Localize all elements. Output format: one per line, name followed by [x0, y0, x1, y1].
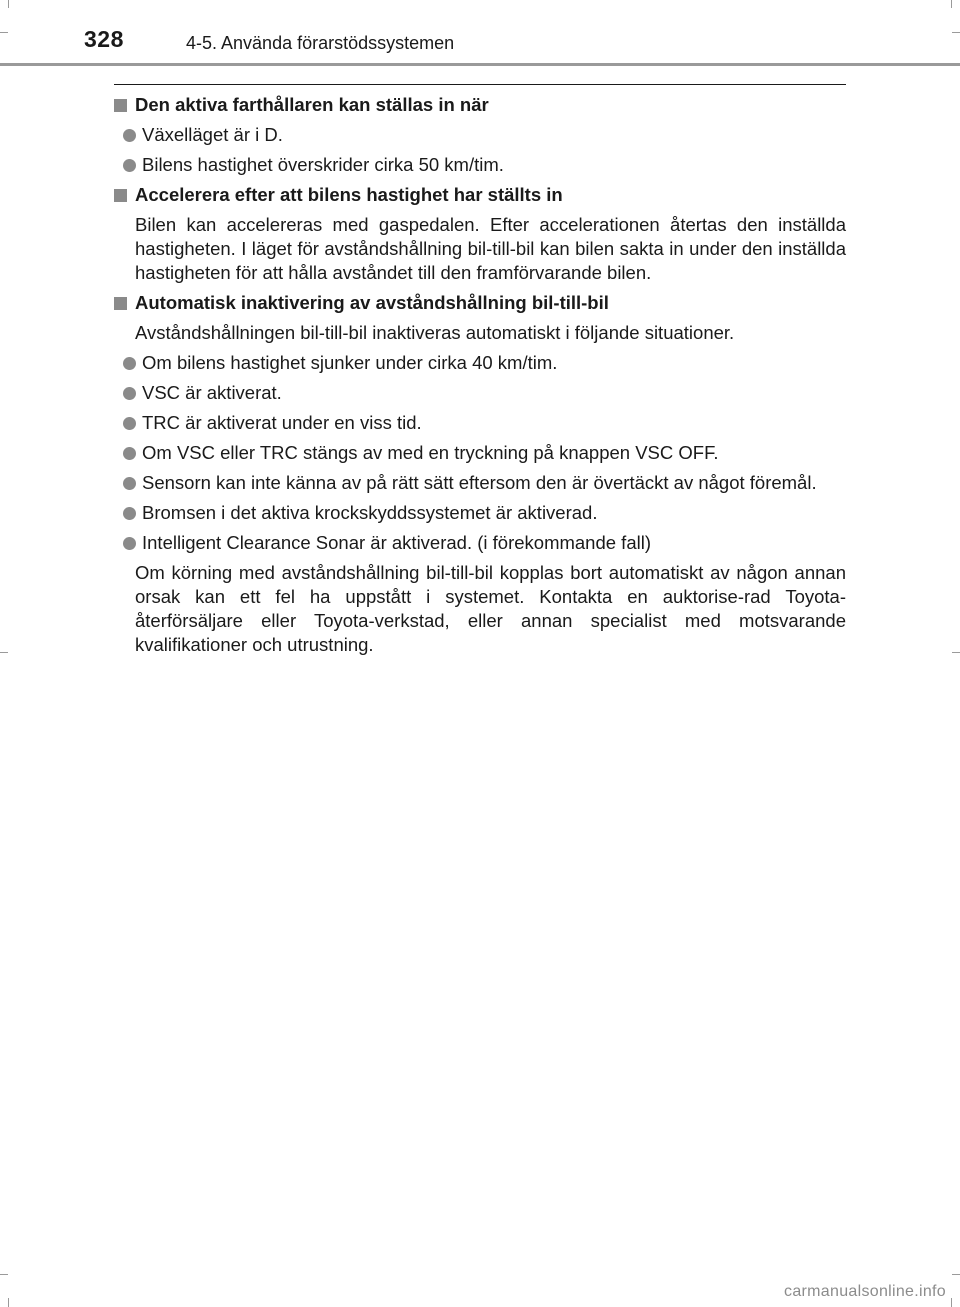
content-top-rule	[114, 84, 846, 85]
list-item	[114, 501, 846, 525]
list-item-text: Bromsen i det aktiva krockskyddssystemet är aktiverad.	[142, 502, 598, 523]
section-heading	[114, 291, 846, 315]
crop-mark	[0, 652, 8, 653]
list-item-text: Intelligent Clearance Sonar är aktiverad. (i förekommande fall)	[142, 532, 651, 553]
list-item	[114, 153, 846, 177]
section-heading-text: Accelerera efter att bilens hastighet har ställts in	[135, 184, 563, 205]
circle-bullet-icon	[123, 357, 136, 370]
page-number: 328	[84, 26, 124, 52]
list-item	[114, 123, 846, 147]
page-header	[0, 0, 960, 70]
list-item	[114, 441, 846, 465]
page-content	[114, 93, 846, 663]
crop-mark	[952, 1274, 960, 1275]
square-bullet-icon	[114, 99, 127, 112]
circle-bullet-icon	[123, 159, 136, 172]
circle-bullet-icon	[123, 129, 136, 142]
list-item-text: Sensorn kan inte känna av på rätt sätt eftersom den är övertäckt av något föremål.	[142, 472, 817, 493]
closing-paragraph: Om körning med avståndshållning bil-till-bil kopplas bort automatiskt av någon annan orsak kan ett fel ha uppstått i systemet. Kontakta en auktorise-rad Toyota-återförsäljare eller Toyota-verkstad, eller annan specialist med motsvarande kvalifikationer och utrustning.	[135, 562, 846, 655]
list-item-text: Växelläget är i D.	[142, 124, 283, 145]
list-item-text: Om bilens hastighet sjunker under cirka 40 km/tim.	[142, 352, 558, 373]
list-item-text: Bilens hastighet överskrider cirka 50 km/tim.	[142, 154, 504, 175]
circle-bullet-icon	[123, 417, 136, 430]
header-divider	[0, 63, 960, 66]
square-bullet-icon	[114, 297, 127, 310]
crop-mark	[951, 1298, 952, 1307]
list-item-text: Om VSC eller TRC stängs av med en tryckning på knappen VSC OFF.	[142, 442, 719, 463]
chapter-title: 4-5. Använda förarstödssystemen	[186, 33, 455, 53]
section-heading-text: Automatisk inaktivering av avståndshållning bil-till-bil	[135, 292, 609, 313]
circle-bullet-icon	[123, 477, 136, 490]
watermark: carmanualsonline.info	[784, 1283, 946, 1300]
crop-mark	[8, 1298, 9, 1307]
square-bullet-icon	[114, 189, 127, 202]
crop-mark	[952, 652, 960, 653]
section-heading	[114, 93, 846, 117]
crop-mark	[0, 1274, 8, 1275]
list-item	[114, 411, 846, 435]
list-item	[114, 381, 846, 405]
section-heading	[114, 183, 846, 207]
list-item	[114, 531, 846, 555]
list-item	[114, 471, 846, 495]
circle-bullet-icon	[123, 537, 136, 550]
list-item-text: TRC är aktiverat under en viss tid.	[142, 412, 422, 433]
circle-bullet-icon	[123, 447, 136, 460]
section-heading-text: Den aktiva farthållaren kan ställas in när	[135, 94, 489, 115]
body-paragraph: Bilen kan accelereras med gaspedalen. Efter accelerationen återtas den inställda hastigheten. I läget för avståndshållning bil-till-bil kan bilen sakta in under den inställda hastigheten för att hålla avståndet till den framförvarande bilen.	[135, 214, 846, 283]
circle-bullet-icon	[123, 507, 136, 520]
list-item-text: VSC är aktiverat.	[142, 382, 282, 403]
circle-bullet-icon	[123, 387, 136, 400]
list-item	[114, 351, 846, 375]
body-paragraph: Avståndshållningen bil-till-bil inaktiveras automatiskt i följande situationer.	[135, 322, 735, 343]
